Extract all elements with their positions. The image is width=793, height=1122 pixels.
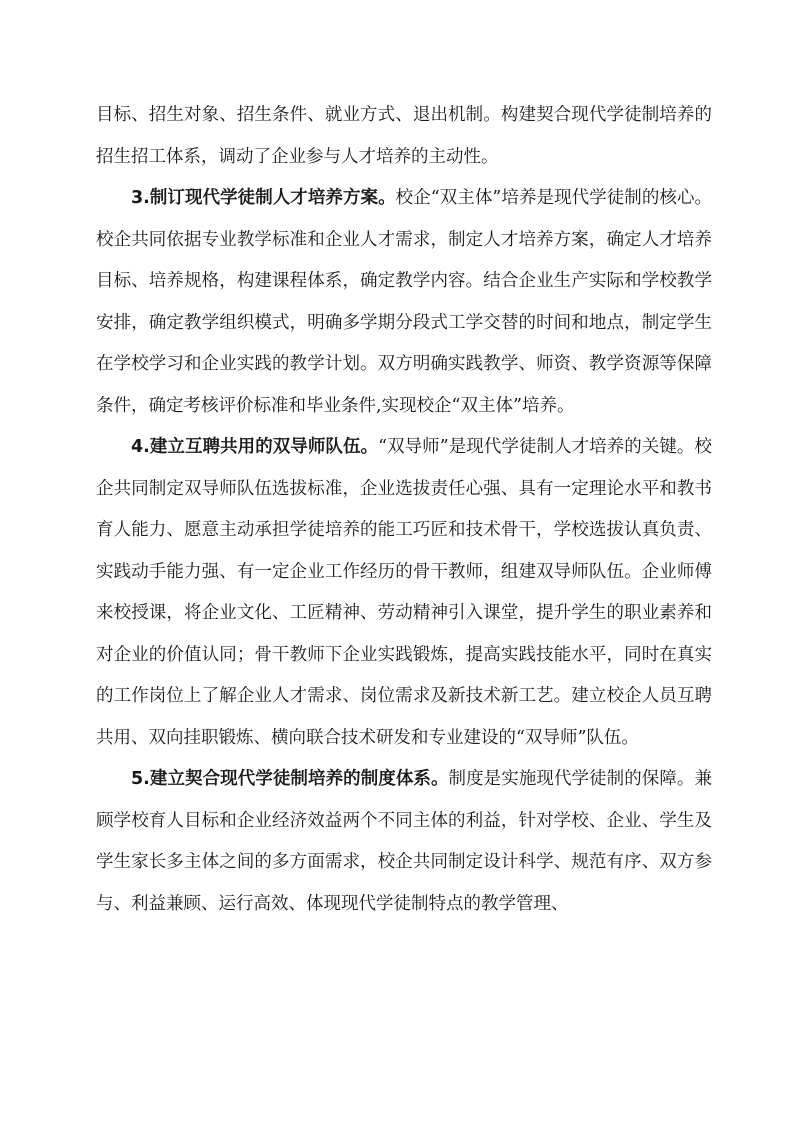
document-page xyxy=(96,95,712,925)
paragraph-heading: 4.建立互聘共用的双导师队伍。 xyxy=(131,437,379,457)
paragraph-dual-mentor xyxy=(96,427,712,759)
paragraph-training-plan xyxy=(96,178,712,427)
paragraph-continuation xyxy=(96,95,712,178)
paragraph-text: 校企“双主体”培养是现代学徒制的核心。校企共同依据专业教学标准和企业人才需求，制定人才培养方案，确定人才培养目标、培养规格，构建课程体系，确定教学内容。结合企业生产实际和学校教学安排，确定教学组织模式，明确多学期分段式工学交替的时间和地点，制定学生在学校学习和企业实践的教学计划。双方明确实践教学、师资、教学资源等保障条件，确定考核评价标准和毕业条件,实现校企“双主体”培养。 xyxy=(96,188,712,416)
paragraph-heading: 3.制订现代学徒制人才培养方案。 xyxy=(131,188,396,208)
paragraph-text: “双导师”是现代学徒制人才培养的关键。校企共同制定双导师队伍选拔标准，企业选拔责任心强、具有一定理论水平和教书育人能力、愿意主动承担学徒培养的能工巧匠和技术骨干，学校选拔认真负责、实践动手能力强、有一定企业工作经历的骨干教师，组建双导师队伍。企业师傅来校授课，将企业文化、工匠精神、劳动精神引入课堂，提升学生的职业素养和对企业的价值认同；骨干教师下企业实践锻炼，提高实践技能水平，同时在真实的工作岗位上了解企业人才需求、岗位需求及新技术新工艺。建立校企人员互聘共用、双向挂职锻炼、横向联合技术研发和专业建设的“双导师”队伍。 xyxy=(96,437,712,748)
paragraph-text: 目标、招生对象、招生条件、就业方式、退出机制。构建契合现代学徒制培养的招生招工体系，调动了企业参与人才培养的主动性。 xyxy=(96,105,712,167)
paragraph-heading: 5.建立契合现代学徒制培养的制度体系。 xyxy=(131,769,449,789)
paragraph-institution-system xyxy=(96,759,712,925)
paragraph-text: 制度是实施现代学徒制的保障。兼顾学校育人目标和企业经济效益两个不同主体的利益，针对学校、企业、学生及学生家长多主体之间的多方面需求，校企共同制定设计科学、规范有序、双方参与、利益兼顾、运行高效、体现现代学徒制特点的教学管理、 xyxy=(96,769,712,914)
